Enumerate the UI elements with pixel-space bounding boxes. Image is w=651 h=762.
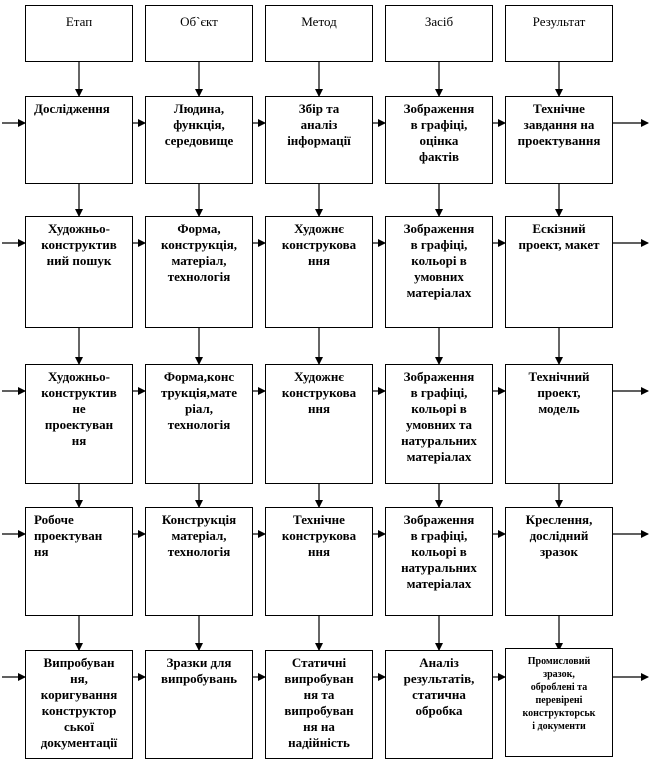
box-testing-tool: Аналіз результатів, статична обробка	[385, 650, 493, 759]
box-testing-object: Зразки для випробувань	[145, 650, 253, 759]
header-stage: Етап	[25, 5, 133, 62]
box-research-method: Збір та аналіз інформації	[265, 96, 373, 184]
box-testing-method: Статичні випробуван ня та випробуван ня на надійність	[265, 650, 373, 759]
box-artistic-design-result: Технічний проект, модель	[505, 364, 613, 484]
box-working-design-object: Конструкція матеріал, технологія	[145, 507, 253, 616]
box-search-object: Форма, конструкція, матеріал, технологія	[145, 216, 253, 328]
box-artistic-design-stage: Художньо- конструктив не проектуван ня	[25, 364, 133, 484]
box-research-object: Людина, функція, середовище	[145, 96, 253, 184]
box-research-stage: Дослідження	[25, 96, 133, 184]
box-search-method: Художнє конструкова ння	[265, 216, 373, 328]
header-method: Метод	[265, 5, 373, 62]
box-artistic-design-method: Художнє конструкова ння	[265, 364, 373, 484]
box-testing-result: Промисловий зразок, оброблені та перевірені конструкторськ і документи	[505, 648, 613, 757]
box-working-design-method: Технічне конструкова ння	[265, 507, 373, 616]
box-research-tool: Зображення в графіці, оцінка фактів	[385, 96, 493, 184]
header-tool: Засіб	[385, 5, 493, 62]
box-search-stage: Художньо- конструктив ний пошук	[25, 216, 133, 328]
box-working-design-result: Креслення, дослідний зразок	[505, 507, 613, 616]
box-artistic-design-object: Форма,конс трукція,мате ріал, технологія	[145, 364, 253, 484]
box-search-result: Ескізний проект, макет	[505, 216, 613, 328]
box-research-result: Технічне завдання на проектування	[505, 96, 613, 184]
header-object: Об`єкт	[145, 5, 253, 62]
box-working-design-tool: Зображення в графіці, кольорі в натуральних матеріалах	[385, 507, 493, 616]
box-search-tool: Зображення в графіці, кольорі в умовних матеріалах	[385, 216, 493, 328]
box-artistic-design-tool: Зображення в графіці, кольорі в умовних та натуральних матеріалах	[385, 364, 493, 484]
box-testing-stage: Випробуван ня, коригування конструктор ської документації	[25, 650, 133, 759]
header-result: Результат	[505, 5, 613, 62]
box-working-design-stage: Робоче проектуван ня	[25, 507, 133, 616]
